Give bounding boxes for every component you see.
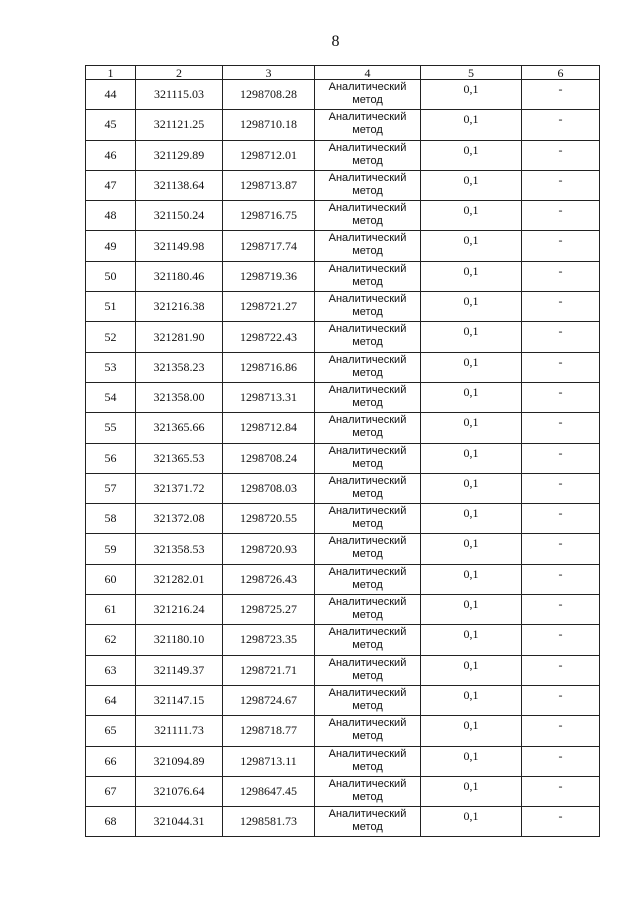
x-coordinate-cell: 321358.53 <box>136 534 223 564</box>
method-line-2: метод <box>352 609 383 622</box>
note-cell: - <box>522 413 600 443</box>
accuracy-cell: 0,1 <box>421 292 522 322</box>
note-cell: - <box>522 292 600 322</box>
method-line-1: Аналитический <box>328 262 407 275</box>
method-line-1: Аналитический <box>328 414 407 427</box>
method-line-1: Аналитический <box>328 808 407 821</box>
y-coordinate-cell: 1298708.28 <box>223 80 315 110</box>
x-coordinate-cell: 321121.25 <box>136 110 223 140</box>
point-number-cell: 58 <box>86 504 136 534</box>
method-line-1: Аналитический <box>328 383 407 396</box>
table-row <box>86 322 600 352</box>
note-cell: - <box>522 595 600 625</box>
point-number-cell: 63 <box>86 655 136 685</box>
table-row <box>86 625 600 655</box>
table-row <box>86 292 600 322</box>
table-row <box>86 504 600 534</box>
x-coordinate-cell: 321111.73 <box>136 716 223 746</box>
method-cell <box>315 201 421 231</box>
method-line-1: Аналитический <box>328 171 407 184</box>
y-coordinate-cell: 1298647.45 <box>223 776 315 806</box>
method-line-2: метод <box>352 548 383 561</box>
note-cell: - <box>522 504 600 534</box>
accuracy-cell: 0,1 <box>421 504 522 534</box>
note-cell: - <box>522 807 600 837</box>
table-row <box>86 231 600 261</box>
note-cell: - <box>522 231 600 261</box>
point-number-cell: 51 <box>86 292 136 322</box>
table-row <box>86 413 600 443</box>
method-cell <box>315 170 421 200</box>
point-number-cell: 50 <box>86 261 136 291</box>
accuracy-cell: 0,1 <box>421 443 522 473</box>
note-cell: - <box>522 352 600 382</box>
method-cell <box>315 655 421 685</box>
method-cell <box>315 110 421 140</box>
x-coordinate-cell: 321149.98 <box>136 231 223 261</box>
note-cell: - <box>522 80 600 110</box>
method-cell <box>315 534 421 564</box>
method-cell <box>315 807 421 837</box>
note-cell: - <box>522 110 600 140</box>
point-number-cell: 46 <box>86 140 136 170</box>
note-cell: - <box>522 170 600 200</box>
table-row <box>86 473 600 503</box>
method-cell <box>315 231 421 261</box>
table-row <box>86 776 600 806</box>
header-col-3: 3 <box>223 66 315 80</box>
method-cell <box>315 776 421 806</box>
y-coordinate-cell: 1298724.67 <box>223 685 315 715</box>
method-cell <box>315 685 421 715</box>
x-coordinate-cell: 321044.31 <box>136 807 223 837</box>
note-cell: - <box>522 473 600 503</box>
accuracy-cell: 0,1 <box>421 413 522 443</box>
y-coordinate-cell: 1298725.27 <box>223 595 315 625</box>
y-coordinate-cell: 1298581.73 <box>223 807 315 837</box>
method-line-1: Аналитический <box>328 323 407 336</box>
method-line-2: метод <box>352 94 383 106</box>
x-coordinate-cell: 321150.24 <box>136 201 223 231</box>
point-number-cell: 44 <box>86 80 136 110</box>
x-coordinate-cell: 321365.66 <box>136 413 223 443</box>
accuracy-cell: 0,1 <box>421 170 522 200</box>
coordinates-table <box>85 65 600 837</box>
point-number-cell: 62 <box>86 625 136 655</box>
method-line-2: метод <box>352 275 383 288</box>
accuracy-cell: 0,1 <box>421 595 522 625</box>
accuracy-cell: 0,1 <box>421 807 522 837</box>
method-line-1: Аналитический <box>328 474 407 487</box>
x-coordinate-cell: 321358.00 <box>136 382 223 412</box>
header-col-2: 2 <box>136 66 223 80</box>
y-coordinate-cell: 1298723.35 <box>223 625 315 655</box>
accuracy-cell: 0,1 <box>421 625 522 655</box>
accuracy-cell: 0,1 <box>421 352 522 382</box>
table-row <box>86 110 600 140</box>
point-number-cell: 45 <box>86 110 136 140</box>
method-line-1: Аналитический <box>328 596 407 609</box>
table-row <box>86 80 600 110</box>
method-cell <box>315 504 421 534</box>
note-cell: - <box>522 746 600 776</box>
point-number-cell: 59 <box>86 534 136 564</box>
y-coordinate-cell: 1298721.27 <box>223 292 315 322</box>
note-cell: - <box>522 201 600 231</box>
method-line-1: Аналитический <box>328 535 407 548</box>
point-number-cell: 53 <box>86 352 136 382</box>
method-line-1: Аналитический <box>328 444 407 457</box>
point-number-cell: 54 <box>86 382 136 412</box>
accuracy-cell: 0,1 <box>421 564 522 594</box>
method-line-2: метод <box>352 154 383 167</box>
table-header <box>86 66 600 80</box>
x-coordinate-cell: 321358.23 <box>136 352 223 382</box>
method-line-2: метод <box>352 457 383 470</box>
point-number-cell: 60 <box>86 564 136 594</box>
method-line-2: метод <box>352 184 383 197</box>
x-coordinate-cell: 321371.72 <box>136 473 223 503</box>
y-coordinate-cell: 1298719.36 <box>223 261 315 291</box>
method-line-1: Аналитический <box>328 686 407 699</box>
x-coordinate-cell: 321076.64 <box>136 776 223 806</box>
table-row <box>86 685 600 715</box>
note-cell: - <box>522 685 600 715</box>
method-line-1: Аналитический <box>328 353 407 366</box>
table-row <box>86 655 600 685</box>
note-cell: - <box>522 382 600 412</box>
method-line-2: метод <box>352 487 383 500</box>
accuracy-cell: 0,1 <box>421 534 522 564</box>
method-line-2: метод <box>352 336 383 349</box>
x-coordinate-cell: 321281.90 <box>136 322 223 352</box>
x-coordinate-cell: 321129.89 <box>136 140 223 170</box>
note-cell: - <box>522 261 600 291</box>
table-row <box>86 170 600 200</box>
method-line-1: Аналитический <box>328 565 407 578</box>
note-cell: - <box>522 140 600 170</box>
table-row <box>86 564 600 594</box>
point-number-cell: 52 <box>86 322 136 352</box>
method-cell <box>315 322 421 352</box>
x-coordinate-cell: 321282.01 <box>136 564 223 594</box>
method-line-2: метод <box>352 427 383 440</box>
method-line-2: метод <box>352 639 383 652</box>
y-coordinate-cell: 1298718.77 <box>223 716 315 746</box>
x-coordinate-cell: 321180.10 <box>136 625 223 655</box>
y-coordinate-cell: 1298722.43 <box>223 322 315 352</box>
method-line-2: метод <box>352 699 383 712</box>
x-coordinate-cell: 321180.46 <box>136 261 223 291</box>
method-line-2: метод <box>352 518 383 531</box>
method-line-2: метод <box>352 578 383 591</box>
note-cell: - <box>522 534 600 564</box>
accuracy-cell: 0,1 <box>421 80 522 110</box>
method-cell <box>315 80 421 110</box>
y-coordinate-cell: 1298720.55 <box>223 504 315 534</box>
point-number-cell: 66 <box>86 746 136 776</box>
method-line-1: Аналитический <box>328 747 407 760</box>
method-line-1: Аналитический <box>328 505 407 518</box>
y-coordinate-cell: 1298713.87 <box>223 170 315 200</box>
method-line-1: Аналитический <box>328 293 407 306</box>
y-coordinate-cell: 1298708.24 <box>223 443 315 473</box>
accuracy-cell: 0,1 <box>421 746 522 776</box>
method-line-1: Аналитический <box>328 626 407 639</box>
method-line-2: метод <box>352 730 383 743</box>
method-line-2: метод <box>352 245 383 258</box>
point-number-cell: 56 <box>86 443 136 473</box>
note-cell: - <box>522 625 600 655</box>
method-cell <box>315 261 421 291</box>
accuracy-cell: 0,1 <box>421 685 522 715</box>
point-number-cell: 67 <box>86 776 136 806</box>
y-coordinate-cell: 1298712.84 <box>223 413 315 443</box>
y-coordinate-cell: 1298713.31 <box>223 382 315 412</box>
table-row <box>86 201 600 231</box>
method-cell <box>315 564 421 594</box>
y-coordinate-cell: 1298721.71 <box>223 655 315 685</box>
y-coordinate-cell: 1298708.03 <box>223 473 315 503</box>
point-number-cell: 47 <box>86 170 136 200</box>
method-line-2: метод <box>352 306 383 319</box>
header-col-4: 4 <box>315 66 421 80</box>
table-row <box>86 382 600 412</box>
method-line-2: метод <box>352 669 383 682</box>
method-cell <box>315 443 421 473</box>
page-number: 8 <box>331 33 340 50</box>
point-number-cell: 55 <box>86 413 136 443</box>
method-line-2: метод <box>352 790 383 803</box>
table-body <box>86 80 600 837</box>
method-line-2: метод <box>352 366 383 379</box>
accuracy-cell: 0,1 <box>421 140 522 170</box>
x-coordinate-cell: 321115.03 <box>136 80 223 110</box>
method-line-1: Аналитический <box>328 717 407 730</box>
accuracy-cell: 0,1 <box>421 382 522 412</box>
method-line-1: Аналитический <box>328 656 407 669</box>
accuracy-cell: 0,1 <box>421 261 522 291</box>
note-cell: - <box>522 655 600 685</box>
note-cell: - <box>522 776 600 806</box>
method-cell <box>315 473 421 503</box>
header-row <box>86 66 600 80</box>
method-line-2: метод <box>352 215 383 228</box>
table-row <box>86 443 600 473</box>
method-cell <box>315 746 421 776</box>
method-cell <box>315 716 421 746</box>
x-coordinate-cell: 321372.08 <box>136 504 223 534</box>
x-coordinate-cell: 321216.24 <box>136 595 223 625</box>
y-coordinate-cell: 1298716.86 <box>223 352 315 382</box>
method-line-1: Аналитический <box>328 141 407 154</box>
method-cell <box>315 140 421 170</box>
y-coordinate-cell: 1298713.11 <box>223 746 315 776</box>
method-line-2: метод <box>352 124 383 137</box>
note-cell: - <box>522 322 600 352</box>
accuracy-cell: 0,1 <box>421 716 522 746</box>
method-cell <box>315 413 421 443</box>
point-number-cell: 68 <box>86 807 136 837</box>
method-cell <box>315 382 421 412</box>
table-row <box>86 746 600 776</box>
point-number-cell: 61 <box>86 595 136 625</box>
y-coordinate-cell: 1298717.74 <box>223 231 315 261</box>
table-row <box>86 716 600 746</box>
point-number-cell: 48 <box>86 201 136 231</box>
table-row <box>86 352 600 382</box>
method-line-2: метод <box>352 760 383 773</box>
method-line-2: метод <box>352 396 383 409</box>
method-cell <box>315 292 421 322</box>
x-coordinate-cell: 321149.37 <box>136 655 223 685</box>
x-coordinate-cell: 321365.53 <box>136 443 223 473</box>
note-cell: - <box>522 716 600 746</box>
table-row <box>86 140 600 170</box>
accuracy-cell: 0,1 <box>421 776 522 806</box>
point-number-cell: 65 <box>86 716 136 746</box>
method-cell <box>315 625 421 655</box>
table-row <box>86 807 600 837</box>
method-cell <box>315 595 421 625</box>
y-coordinate-cell: 1298720.93 <box>223 534 315 564</box>
accuracy-cell: 0,1 <box>421 231 522 261</box>
x-coordinate-cell: 321094.89 <box>136 746 223 776</box>
x-coordinate-cell: 321216.38 <box>136 292 223 322</box>
table-row <box>86 261 600 291</box>
y-coordinate-cell: 1298716.75 <box>223 201 315 231</box>
accuracy-cell: 0,1 <box>421 110 522 140</box>
point-number-cell: 64 <box>86 685 136 715</box>
method-line-2: метод <box>352 821 383 834</box>
method-cell <box>315 352 421 382</box>
accuracy-cell: 0,1 <box>421 473 522 503</box>
method-line-1: Аналитический <box>328 202 407 215</box>
table-row <box>86 595 600 625</box>
y-coordinate-cell: 1298726.43 <box>223 564 315 594</box>
header-col-1: 1 <box>86 66 136 80</box>
y-coordinate-cell: 1298710.18 <box>223 110 315 140</box>
accuracy-cell: 0,1 <box>421 201 522 231</box>
y-coordinate-cell: 1298712.01 <box>223 140 315 170</box>
x-coordinate-cell: 321147.15 <box>136 685 223 715</box>
method-line-1: Аналитический <box>328 232 407 245</box>
header-col-5: 5 <box>421 66 522 80</box>
accuracy-cell: 0,1 <box>421 655 522 685</box>
note-cell: - <box>522 443 600 473</box>
accuracy-cell: 0,1 <box>421 322 522 352</box>
x-coordinate-cell: 321138.64 <box>136 170 223 200</box>
header-col-6: 6 <box>522 66 600 80</box>
method-line-1: Аналитический <box>328 777 407 790</box>
method-line-1: Аналитический <box>328 81 407 93</box>
table-row <box>86 534 600 564</box>
method-line-1: Аналитический <box>328 111 407 124</box>
note-cell: - <box>522 564 600 594</box>
point-number-cell: 57 <box>86 473 136 503</box>
point-number-cell: 49 <box>86 231 136 261</box>
